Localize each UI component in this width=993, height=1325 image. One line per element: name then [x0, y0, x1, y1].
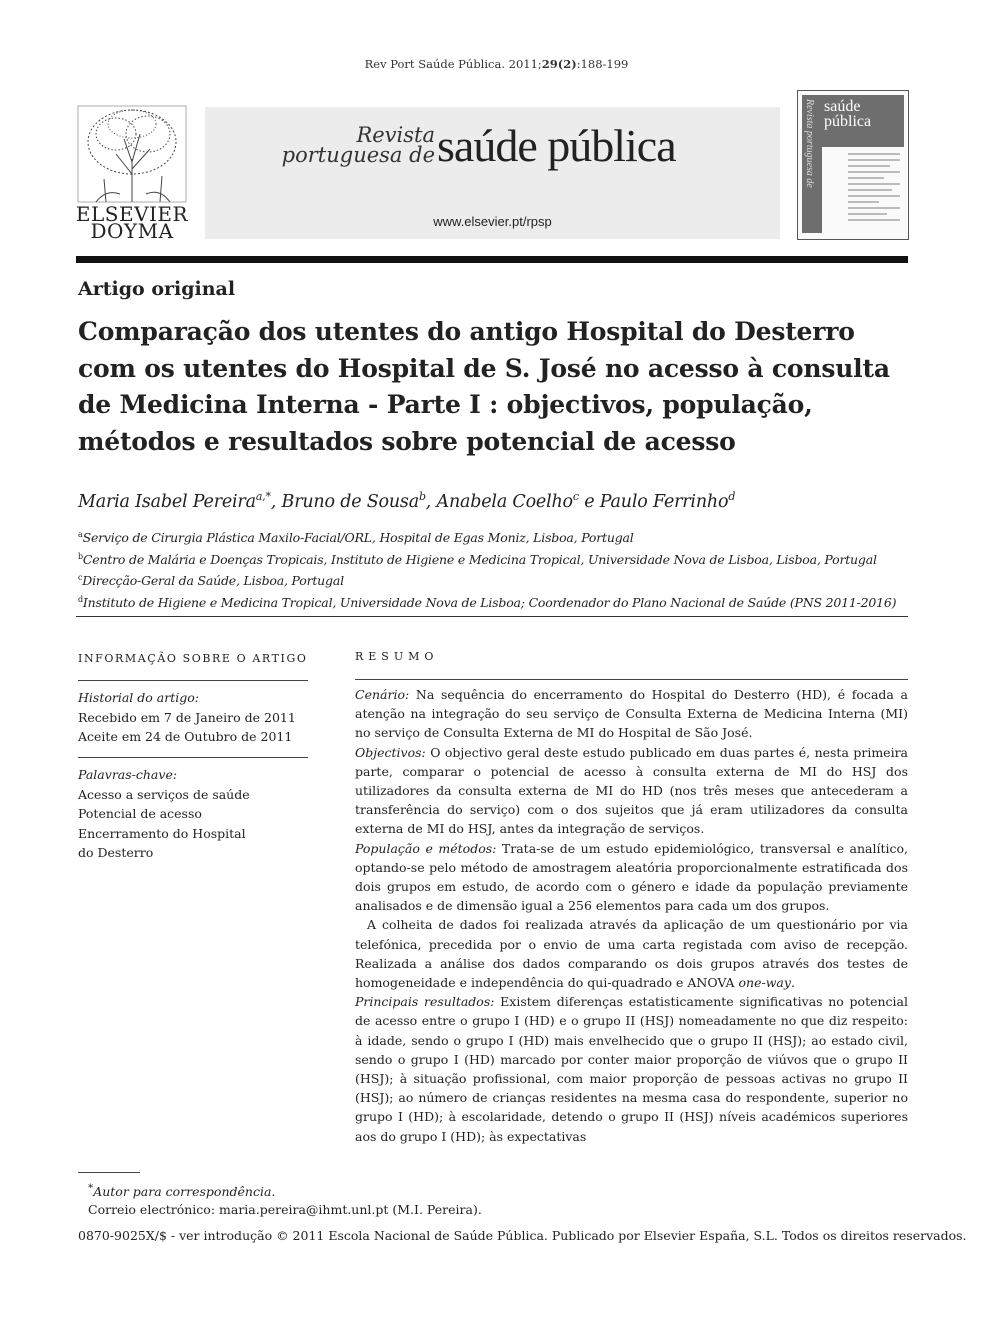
info-divider — [78, 757, 308, 758]
journal-cover-thumbnail — [797, 90, 909, 240]
header-divider — [76, 256, 908, 263]
affiliation: $^c$Direcção-Geral da Saúde, Lisboa, Portugal — [78, 573, 344, 589]
abstract-body — [355, 685, 908, 1146]
abstract-objectives: Objectivos: O objectivo geral deste estudo publicado em duas partes é, nesta primeira parte, comparar o potencial de acesso à consulta externa de MI do HSJ dos utilizadores da consulta externa de MI do HD (nos três meses que antecederam a transferência do serviço) com o dos sujeitos que já eram utilizadores da consulta externa de MI do HSJ, antes da integração de serviços. — [355, 744, 908, 837]
article-type: Artigo original — [78, 278, 236, 300]
received-date: Recebido em 7 de Janeiro de 2011 — [78, 709, 296, 725]
abstract-heading: RESUMO — [355, 650, 439, 663]
accepted-date: Aceite em 24 de Outubro de 2011 — [78, 729, 293, 744]
abstract-divider — [355, 679, 908, 680]
author-name[interactable]: Maria Isabel Pereira — [78, 491, 256, 512]
affiliation-list — [78, 526, 896, 613]
journal-name-large: saúde pública — [437, 120, 676, 171]
journal-name-small: Revista portuguesa de — [281, 123, 435, 167]
abstract-scenario: Cenário: Na sequência do encerramento do Hospital do Desterro (HD), é focada a atenção na integração do seu serviço de Consulta Externa de Medicina Interna (MI) no serviço de Consulta Externa de MI do Hospital de São José. — [355, 687, 908, 741]
keyword: Acesso a serviços de saúde — [78, 786, 250, 802]
cover-title: saúde pública — [824, 98, 872, 130]
article-info-heading: INFORMAÇÃO SOBRE O ARTIGO — [78, 652, 308, 665]
correspondence-footnote: *Autor para correspondência. Correio electrónico: maria.pereira@ihmt.unl.pt (M.I. Pereira). — [88, 1182, 482, 1218]
author-name[interactable]: Anabela Coelho — [436, 491, 573, 512]
section-divider — [76, 616, 908, 617]
cover-side-text: Revista portuguesa de — [804, 99, 815, 188]
journal-url[interactable]: www.elsevier.pt/rpsp — [433, 214, 552, 229]
affiliation: $^b$Centro de Malária e Doenças Tropicais, Instituto de Higiene e Medicina Tropical, Universidade Nova de Lisboa, Lisboa, Portugal — [78, 551, 877, 567]
cover-contents-lines — [848, 153, 900, 225]
article-history: Historial do artigo: Recebido em 7 de Janeiro de 2011 Aceite em 24 de Outubro de 2011 — [78, 688, 296, 747]
keywords: Palavras-chave: Acesso a serviços de saúde Potencial de acesso Encerramento do Hospital do Desterro — [78, 765, 250, 863]
abstract-methods: População e métodos: Trata-se de um estudo epidemiológico, transversal e analítico, optando-se pelo método de amostragem aleatória proporcionalmente estratificada dos dois grupos em estudo, de acordo com o género e idade da população previamente analisados e de dimensão igual a 256 elementos para cada um dos grupos. — [355, 840, 908, 914]
affiliation: $^d$Instituto de Higiene e Medicina Tropical, Universidade Nova de Lisboa; Coordenador do Plano Nacional de Saúde (PNS 2011-2016) — [78, 594, 897, 611]
keyword: Potencial de acesso — [78, 806, 202, 821]
abstract-data-collection: A colheita de dados foi realizada através da aplicação de um questionário por via telefónica, precedida por o envio de uma carta registada com aviso de recepção. Realizada a análise dos dados comparando os dois grupos através dos testes de homogeneidade e independência do qui-quadrado e ANOVA one-way. — [355, 917, 908, 991]
author-list: Maria Isabel Pereira$^{a,*}$, Bruno de Sousa$^b$, Anabela Coelho$^c$ e Paulo Ferrinho$^d$ — [78, 490, 736, 512]
info-divider — [78, 680, 308, 681]
footnote-rule — [78, 1172, 140, 1173]
author-email[interactable]: Correio electrónico: maria.pereira@ihmt.unl.pt (M.I. Pereira). — [88, 1202, 482, 1218]
article-title: Comparação dos utentes do antigo Hospital do Desterro com os utentes do Hospital de S. José no acesso à consulta de Medicina Interna - Parte I : objectivos, população, métodos e resultados sobre potencial de acesso — [78, 317, 890, 456]
affiliation: $^a$Serviço de Cirurgia Plástica Maxilo-Facial/ORL, Hospital de Egas Moniz, Lisboa, Portugal — [78, 530, 634, 546]
publisher-logo-text: ELSEVIER DOYMA — [75, 202, 189, 243]
journal-citation: Rev Port Saúde Pública. 2011;29(2):188-199 — [364, 57, 629, 71]
keyword: Encerramento do Hospital — [78, 825, 246, 841]
author-name[interactable]: Paulo Ferrinho — [599, 491, 729, 512]
copyright-notice: 0870-9025X/$ - ver introdução © 2011 Escola Nacional de Saúde Pública. Publicado por Elsevier España, S.L. Todos os direitos reservados. — [78, 1228, 967, 1243]
author-name[interactable]: Bruno de Sousa — [281, 491, 419, 512]
abstract-results: Principais resultados: Existem diferenças estatisticamente significativas no potencial de acesso entre o grupo I (HD) e o grupo II (HSJ) nomeadamente no que diz respeito: à idade, sendo o grupo I (HD) mais envelhecido que o grupo II (HSJ); ao estado civil, sendo o grupo I (HD) marcado por conter maior proporção de viúvos que o grupo II (HSJ); à situação profissional, com maior proporção de pessoas activas no grupo II (HSJ); ao número de crianças residentes na mesma casa do respondente, superior no grupo I (HD); à escolaridade, detendo o grupo II (HSJ) níveis académicos superiores aos do grupo I (HD); às expectativas — [355, 994, 908, 1144]
keyword: do Desterro — [78, 845, 154, 860]
